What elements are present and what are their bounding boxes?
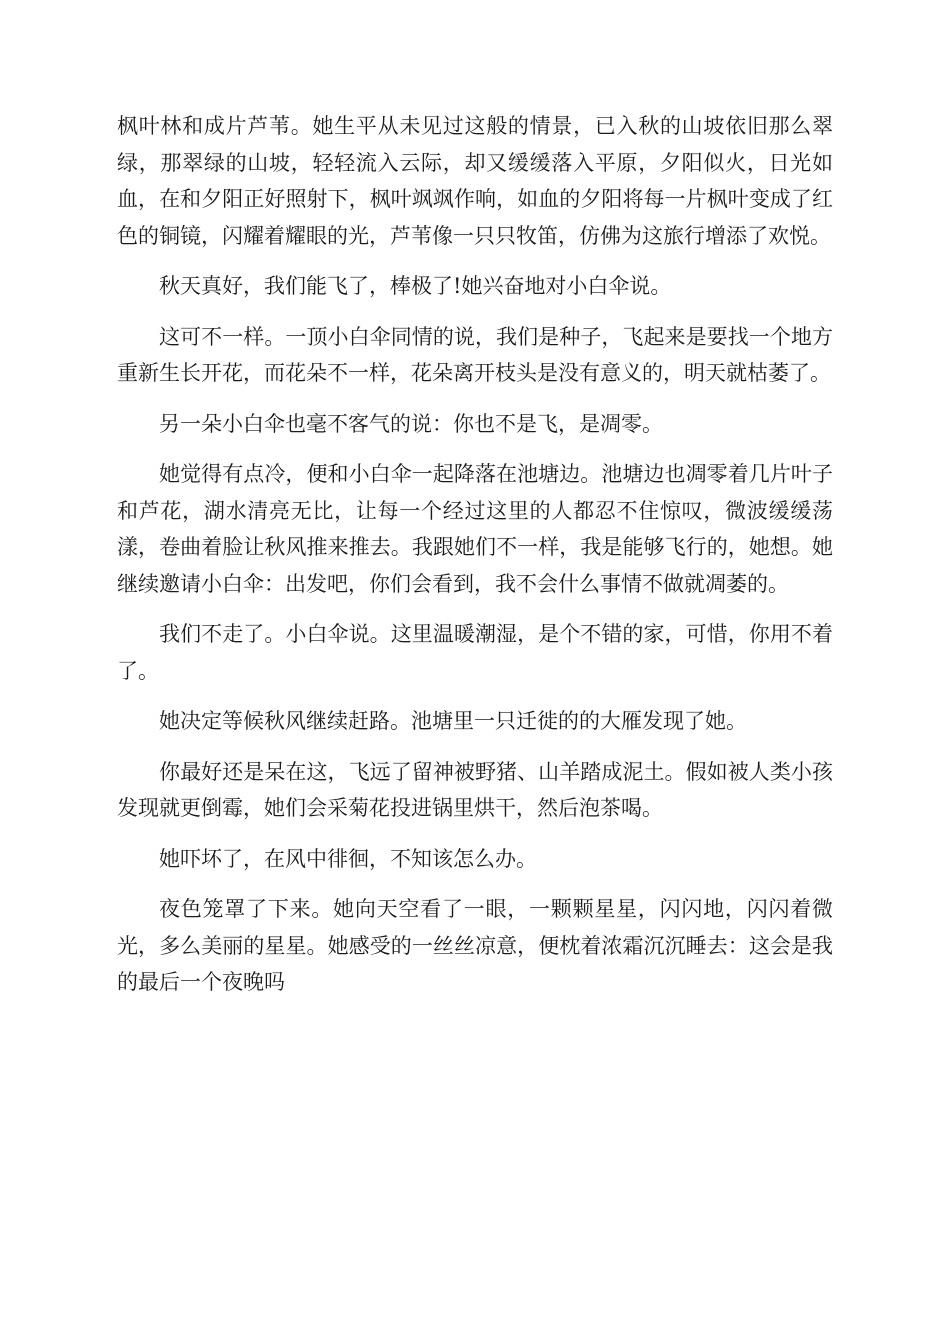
paragraph-9: 她吓坏了，在风中徘徊，不知该怎么办。 [159, 846, 537, 871]
paragraph-3: 这可不一样。一顶小白伞同情的说，我们是种子，飞起来是要找一个地方重新生长开花，而花朵不一样，花朵离开枝头是没有意义的，明天就枯萎了。 [117, 324, 833, 385]
paragraph-1: 枫叶林和成片芦苇。她生平从未见过这般的情景，已入秋的山坡依旧那么翠绿，那翠绿的山坡，轻轻流入云际，却又缓缓落入平原，夕阳似火，日光如血，在和夕阳正好照射下，枫叶飒飒作响，如血的夕阳将每一片枫叶变成了红色的铜镜，闪耀着耀眼的光，芦苇像一只只牧笛，仿佛为这旅行增添了欢悦。 [117, 114, 833, 248]
paragraph-8: 你最好还是呆在这，飞远了留神被野猪、山羊踏成泥土。假如被人类小孩发现就更倒霉，她们会采菊花投进锅里烘干，然后泡茶喝。 [117, 759, 833, 820]
paragraph-2: 秋天真好，我们能飞了，棒极了!她兴奋地对小白伞说。 [159, 274, 672, 298]
paragraph-5: 她觉得有点冷，便和小白伞一起降落在池塘边。池塘边也凋零着几片叶子和芦花，湖水清亮无比，让每一个经过这里的人都忍不住惊叹，微波缓缓荡漾，卷曲着脸让秋风推来推去。我跟她们不一样，我是能够飞行的，她想。她继续邀请小白伞：出发吧，你们会看到，我不会什么事情不做就凋萎的。 [117, 462, 833, 596]
paragraph-4: 另一朵小白伞也毫不客气的说：你也不是飞，是凋零。 [159, 411, 663, 436]
document-page [117, 108, 833, 1015]
paragraph-7: 她决定等候秋风继续赶路。池塘里一只迁徙的的大雁发现了她。 [159, 709, 747, 733]
paragraph-10: 夜色笼罩了下来。她向天空看了一眼，一颗颗星星，闪闪地，闪闪着微光，多么美丽的星星。她感受的一丝丝凉意，便枕着浓霜沉沉睡去：这会是我的最后一个夜晚吗 [117, 897, 833, 994]
paragraph-6: 我们不走了。小白伞说。这里温暖潮湿，是个不错的家，可惜，你用不着了。 [117, 622, 833, 683]
